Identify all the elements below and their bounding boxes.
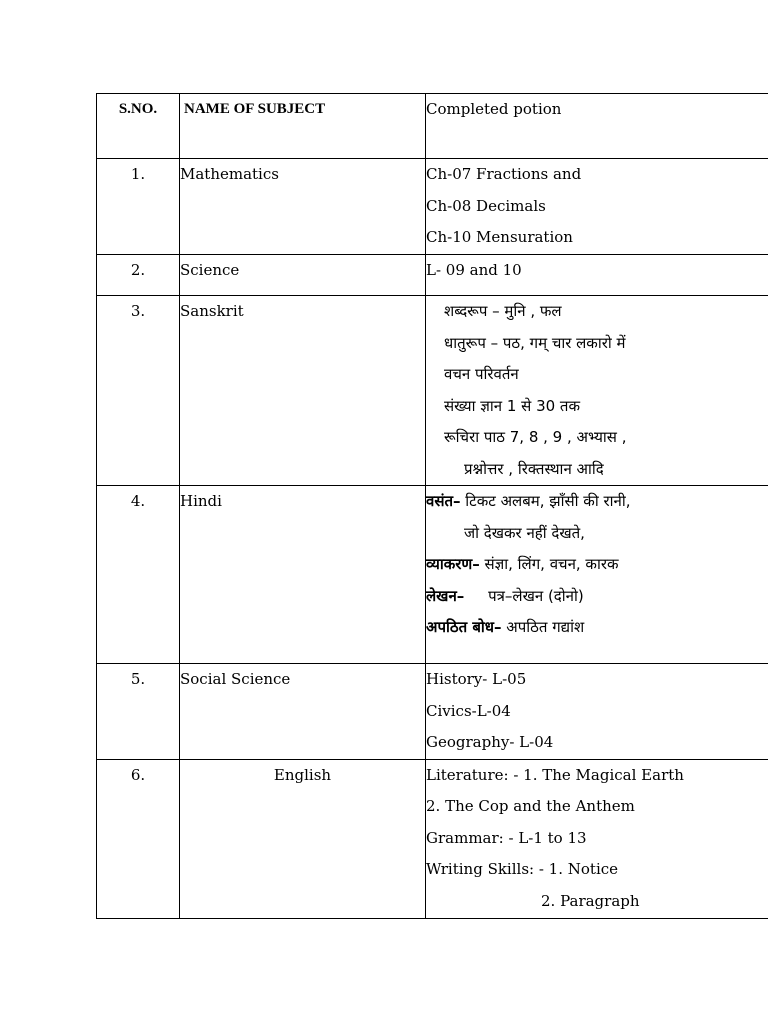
- row-portion: [426, 159, 768, 255]
- portion-line: धातुरूप – पठ, गम् चार लकारो में: [444, 333, 626, 352]
- portion-text: पत्र–लेखन (दोनो): [464, 586, 584, 605]
- portion-text: संज्ञा, लिंग, वचन, कारक: [479, 555, 619, 573]
- row-subject: Science: [180, 255, 426, 296]
- table-row: [97, 255, 768, 296]
- portion-line: Ch-08 Decimals: [426, 196, 546, 215]
- portion-line: [426, 518, 768, 550]
- header-portion-text: Completed potion: [426, 100, 562, 118]
- portion-text: टिकट अलबम, झाँसी की रानी,: [460, 492, 631, 510]
- portion-line: प्रश्नोत्तर , रिक्तस्थान आदि: [464, 459, 604, 478]
- row-portion: [426, 296, 768, 486]
- header-sno-text: S.NO.: [118, 101, 158, 117]
- portion-line: वचन परिवर्तन: [444, 365, 519, 383]
- table-row: [97, 759, 768, 918]
- row-subject: Social Science: [180, 664, 426, 760]
- portion-line: 2. The Cop and the Anthem: [426, 797, 635, 815]
- table-row: [97, 486, 768, 664]
- row-subject: English: [180, 759, 426, 918]
- row-sno: 3.: [97, 296, 180, 486]
- row-sno: 1.: [97, 159, 180, 255]
- portion-line: Grammar: - L-1 to 13: [426, 828, 587, 847]
- portion-text: अपठित गद्यांश: [501, 618, 585, 636]
- row-subject: Hindi: [180, 486, 426, 664]
- portion-label: लेखन–: [426, 586, 465, 605]
- portion-line: शब्दरूप – मुनि , फल: [444, 302, 562, 320]
- syllabus-table: [96, 93, 768, 919]
- portion-line: [426, 486, 768, 518]
- portion-line: [426, 581, 768, 613]
- row-sno: 5.: [97, 664, 180, 760]
- portion-line: [426, 612, 768, 644]
- portion-line: Ch-07 Fractions and: [426, 165, 582, 183]
- table-row: [97, 664, 768, 760]
- row-portion: [426, 255, 768, 296]
- row-subject: Mathematics: [180, 159, 426, 255]
- header-subject: [180, 94, 426, 159]
- portion-line: L- 09 and 10: [426, 261, 522, 279]
- portion-line: Civics-L-04: [426, 701, 511, 720]
- portion-line: History- L-05: [426, 670, 527, 688]
- portion-line: 2. Paragraph: [541, 891, 640, 910]
- row-sno: 4.: [97, 486, 180, 664]
- header-subject-text: NAME OF SUBJECT: [184, 101, 326, 117]
- table-header-row: [97, 94, 768, 159]
- portion-text: जो देखकर नहीं देखते,: [464, 523, 585, 542]
- row-portion: [426, 486, 768, 664]
- header-portion: [426, 94, 768, 159]
- portion-line: Geography- L-04: [426, 733, 554, 751]
- portion-line: Literature: - 1. The Magical Earth: [426, 765, 684, 784]
- row-sno: 6.: [97, 759, 180, 918]
- portion-line: [426, 549, 768, 581]
- table-row: [97, 296, 768, 486]
- row-portion: [426, 664, 768, 760]
- row-subject: Sanskrit: [180, 296, 426, 486]
- row-sno: 2.: [97, 255, 180, 296]
- portion-line: Ch-10 Mensuration: [426, 228, 573, 246]
- portion-line: रूचिरा पाठ 7, 8 , 9 , अभ्यास ,: [444, 428, 627, 446]
- portion-line: Writing Skills: - 1. Notice: [426, 860, 619, 878]
- table-row: [97, 159, 768, 255]
- row-portion: [426, 759, 768, 918]
- portion-label: वसंत–: [426, 492, 461, 510]
- portion-label: अपठित बोध–: [426, 618, 502, 636]
- portion-label: व्याकरण–: [426, 555, 480, 573]
- header-sno: [97, 94, 180, 159]
- portion-line: संख्या ज्ञान 1 से 30 तक: [444, 396, 581, 415]
